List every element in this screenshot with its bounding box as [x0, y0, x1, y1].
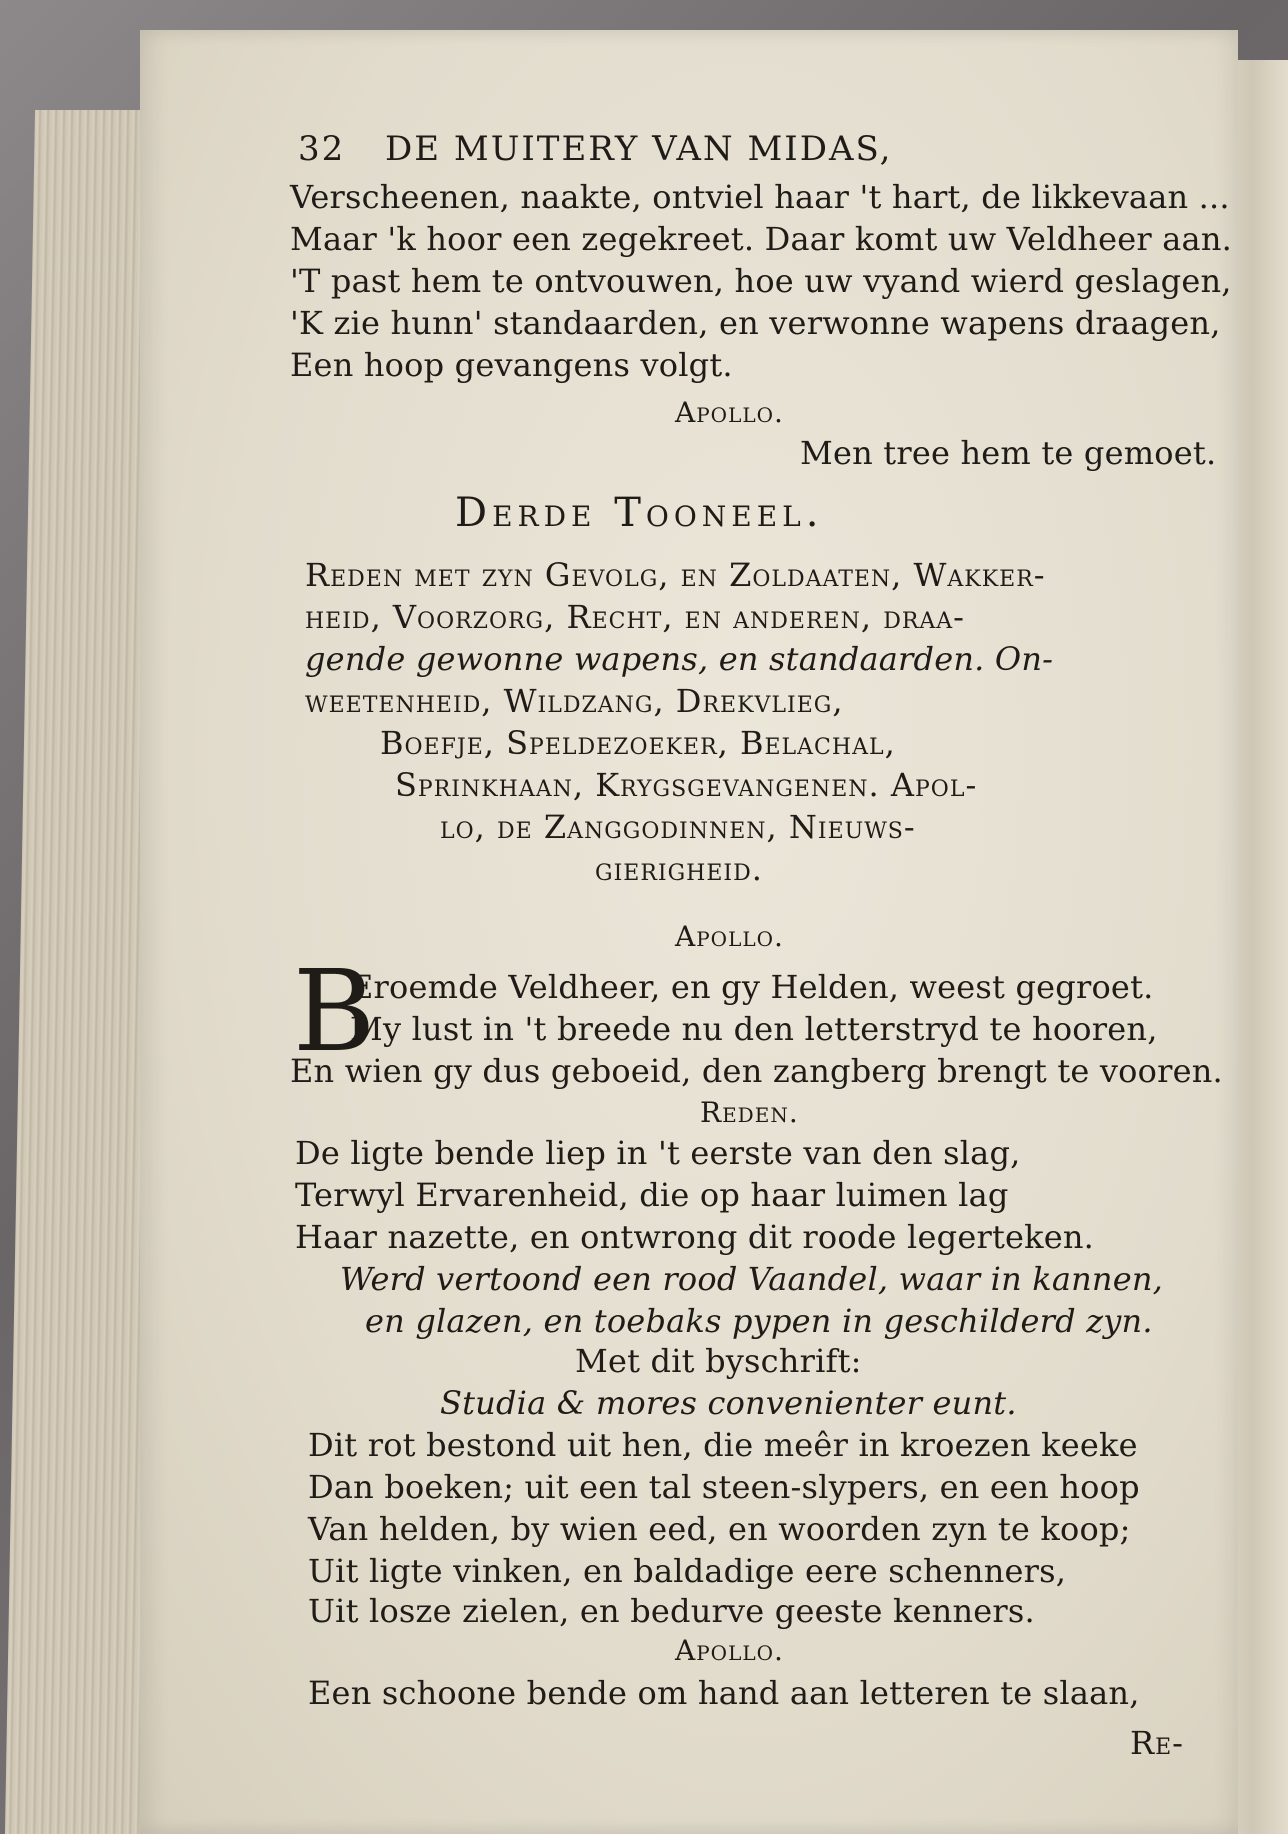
verse-line: Men tree hem te gemoet. [800, 434, 1217, 472]
page-text [140, 30, 1238, 1834]
speaker-name: Apollo. [675, 920, 784, 953]
page-number: 32 [298, 129, 346, 169]
stage-direction: Werd vertoond een rood Vaandel, waar in kannen, [340, 1260, 1164, 1298]
stage-direction: Sprinkhaan, Krygsgevangenen. Apol- [395, 766, 978, 804]
verse-line: Verscheenen, naakte, ontviel haar 't hart, de likkevaan ... [290, 178, 1230, 216]
stage-direction: gierigheid. [595, 850, 763, 888]
verse-line: 'K zie hunn' standaarden, en verwonne wapens draagen, [290, 304, 1221, 342]
stage-direction: heid, Voorzorg, Recht, en anderen, draa- [305, 598, 965, 636]
stage-direction: en glazen, en toebaks pypen in geschilderd zyn. [365, 1302, 1153, 1340]
verse-line: Met dit byschrift: [575, 1342, 862, 1380]
verse-line: Uit losze zielen, en bedurve geeste kenners. [308, 1592, 1035, 1630]
stage-direction: weetenheid, Wildzang, Drekvlieg, [305, 682, 844, 720]
verse-line: Haar nazette, en ontwrong dit roode legerteken. [295, 1218, 1095, 1256]
drop-capital: B [293, 947, 376, 1077]
stage-direction: Boefje, Speldezoeker, Belachal, [380, 724, 896, 762]
verse-line: Uit ligte vinken, en baldadige eere schenners, [308, 1552, 1067, 1590]
stage-direction: lo, de Zanggodinnen, Nieuws- [440, 808, 916, 846]
verse-line: Terwyl Ervarenheid, die op haar luimen lag [295, 1176, 1009, 1214]
verse-line: En wien gy dus geboeid, den zangberg brengt te vooren. [290, 1052, 1223, 1090]
motto: Studia & mores convenienter eunt. [440, 1384, 1017, 1422]
running-head: DE MUITERY VAN MIDAS, [385, 129, 893, 169]
verse-line: De ligte bende liep in 't eerste van den slag, [295, 1134, 1021, 1172]
catchword: Re- [1130, 1724, 1184, 1762]
verse-line: 'T past hem te ontvouwen, hoe uw vyand wierd geslagen, [290, 262, 1232, 300]
speaker-name: Reden. [700, 1096, 799, 1129]
verse-line: Dit rot bestond uit hen, die meêr in kroezen keeke [308, 1426, 1138, 1464]
stage-direction: Reden met zyn Gevolg, en Zoldaaten, Wakker- [305, 556, 1046, 594]
verse-line: Van helden, by wien eed, en woorden zyn te koop; [308, 1510, 1131, 1548]
stage-direction: gende gewonne wapens, en standaarden. On- [305, 640, 1054, 678]
verse-line: Een hoop gevangens volgt. [290, 346, 733, 384]
speaker-name: Apollo. [675, 396, 784, 429]
verse-line: Een schoone bende om hand aan letteren te slaan, [308, 1674, 1140, 1712]
verse-line: Eroemde Veldheer, en gy Helden, weest gegroet. [350, 968, 1154, 1006]
verse-line: My lust in 't breede nu den letterstryd te hooren, [350, 1010, 1158, 1048]
verse-line: Maar 'k hoor een zegekreet. Daar komt uw Veldheer aan. [290, 220, 1233, 258]
scene-title: Derde Tooneel. [455, 490, 824, 536]
book-page [140, 30, 1238, 1834]
speaker-name: Apollo. [675, 1634, 784, 1667]
verse-line: Dan boeken; uit een tal steen-slypers, en een hoop [308, 1468, 1140, 1506]
